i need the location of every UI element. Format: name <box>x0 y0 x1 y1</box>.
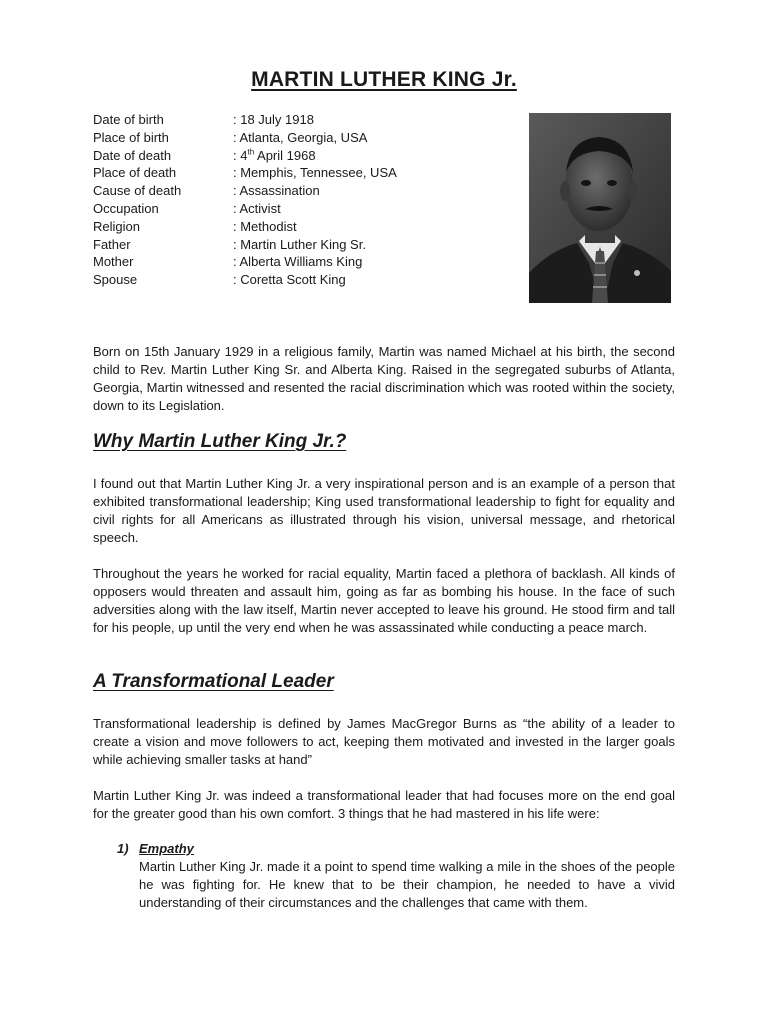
fact-label: Mother <box>93 254 134 270</box>
fact-label: Religion <box>93 218 140 234</box>
fact-value: : Memphis, Tennessee, USA <box>233 165 397 181</box>
fact-spouse <box>93 271 513 289</box>
intro-paragraph: Born on 15th January 1929 in a religious family, Martin was named Michael at his birth, the second child to Rev. Martin Luther King Sr. and Alberta King. Raised in the segregated suburbs of Atlanta, Georgia, Martin witnessed and resented the racial discrimination which was rooted within the society, down to its Legislation. <box>93 344 675 413</box>
fact-occupation <box>93 200 513 218</box>
section-heading-why: Why Martin Luther King Jr.? <box>93 431 347 452</box>
transformational-paragraph-2: Martin Luther King Jr. was indeed a transformational leader that had focuses more on the end goal for the greater good than his own comfort. 3 things that he had mastered in his life were: <box>93 788 675 821</box>
transformational-paragraph-1: Transformational leadership is defined by James MacGregor Burns as “the ability of a leader to create a vision and move followers to act, keeping them motivated and invested in the larger goals while achieving smaller tasks at hand” <box>93 716 675 767</box>
fact-value: : Coretta Scott King <box>233 272 346 288</box>
portrait-illustration <box>529 113 671 303</box>
fact-value-suffix: April 1968 <box>254 147 316 163</box>
fact-value: : Assassination <box>233 183 320 199</box>
fact-label: Cause of death <box>93 183 182 199</box>
fact-value: : Atlanta, Georgia, USA <box>233 129 368 145</box>
fact-label: Place of death <box>93 165 177 181</box>
fact-father <box>93 236 513 254</box>
fact-label: Date of birth <box>93 112 164 127</box>
fact-value <box>233 147 513 165</box>
fact-date-of-death <box>93 147 513 165</box>
why-paragraph-2: Throughout the years he worked for racial equality, Martin faced a plethora of backlash. All kinds of opposers would threaten and assault him, going as far as bombing his house. In the face of such adversities along with the law itself, Martin never accepted to leave his ground. He stood firm and tall for his people, up until the very end when he was assassinated while conducting a peace march. <box>93 566 675 635</box>
fact-date-of-birth <box>93 111 513 129</box>
fact-value: : Activist <box>233 200 281 216</box>
portrait-photo <box>529 113 671 303</box>
fact-religion <box>93 218 513 236</box>
fact-label: Place of birth <box>93 129 169 145</box>
ordinal-suffix: th <box>247 147 255 157</box>
list-item-empathy <box>117 840 675 912</box>
list-item-body: Martin Luther King Jr. made it a point to spend time walking a mile in the shoes of the people he was fighting for. He knew that to be their champion, he needed to have a vivid understanding of their circumstances and the challenges that came with them. <box>139 858 675 910</box>
document-title: MARTIN LUTHER KING Jr. <box>251 68 517 91</box>
fact-place-of-birth <box>93 129 513 147</box>
fact-label: Father <box>93 236 131 252</box>
list-title: Empathy <box>139 841 194 856</box>
list-item-header <box>117 840 675 858</box>
fact-place-of-death <box>93 164 513 182</box>
fact-label: Date of death <box>93 147 172 163</box>
fact-value-prefix: : 4 <box>233 147 248 163</box>
fact-cause-of-death <box>93 182 513 200</box>
fact-value: : Methodist <box>233 218 297 234</box>
fact-mother <box>93 253 513 271</box>
fact-value: : Martin Luther King Sr. <box>233 236 366 252</box>
fact-label: Spouse <box>93 272 138 288</box>
list-number: 1) <box>117 841 129 856</box>
why-paragraph-1: I found out that Martin Luther King Jr. a very inspirational person and is an example of a person that exhibited transformational leadership; King used transformational leadership to fight for equality and civil rights for all Americans as illustrated through his vision, universal message, and rhetorical speech. <box>93 476 675 545</box>
fact-label: Occupation <box>93 200 159 216</box>
section-heading-transformational: A Transformational Leader <box>93 671 334 692</box>
fact-value: : 18 July 1918 <box>233 112 314 127</box>
fact-value: : Alberta Williams King <box>233 254 363 270</box>
biography-facts <box>93 111 513 289</box>
